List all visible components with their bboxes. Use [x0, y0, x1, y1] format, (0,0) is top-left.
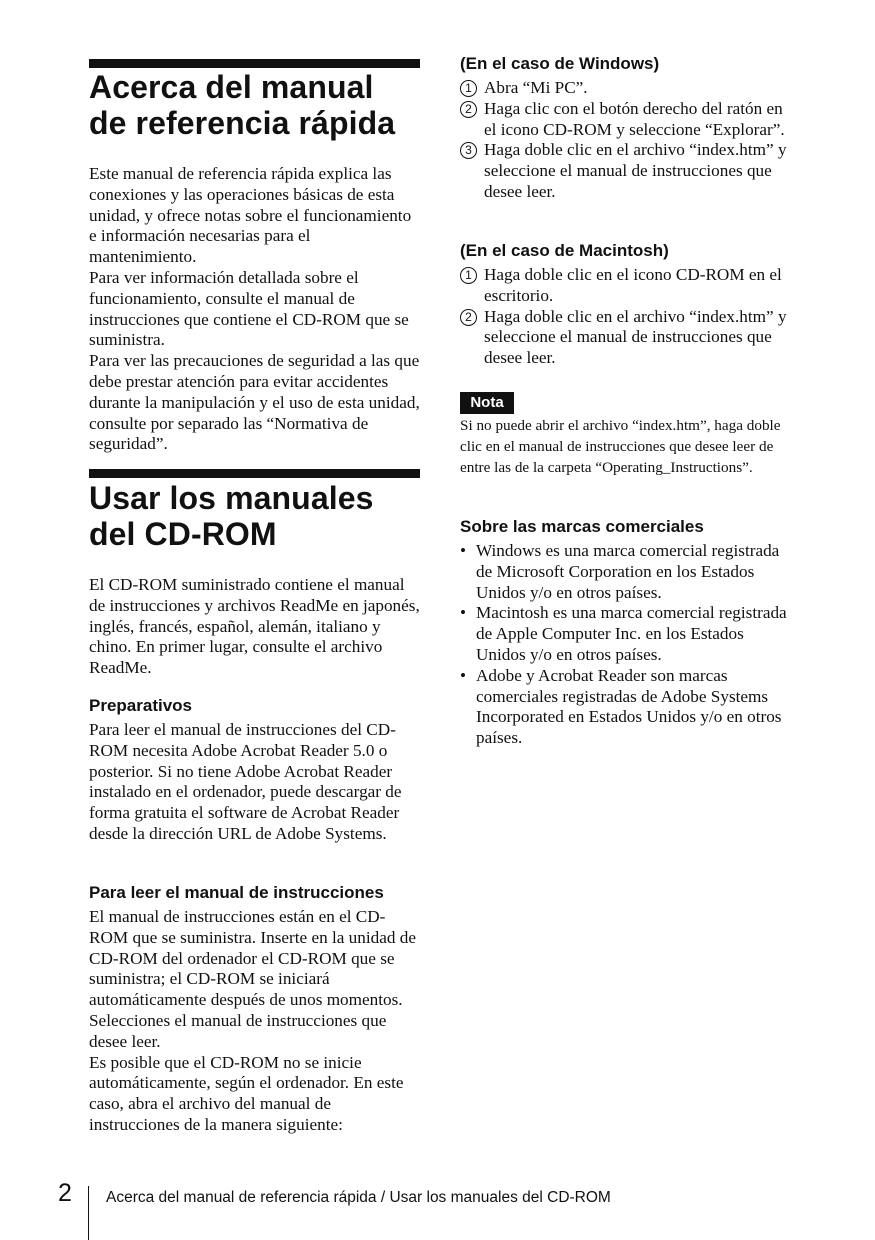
step-item — [460, 307, 795, 369]
paragraph: Para leer el manual de instrucciones del CD-ROM necesita Adobe Acrobat Reader 5.0 o posterior. Si no tiene Adobe Acrobat Reader instalado en el ordenador, puede descargar de forma gratuita el software de Acrobat Reader desde la dirección URL de Adobe Systems. — [89, 720, 402, 843]
paragraph: Este manual de referencia rápida explica las conexiones y las operaciones básicas de esta unidad, y ofrece notas sobre el funcionamiento e información necesarias para el mantenimiento. — [89, 164, 412, 267]
paragraph: El CD-ROM suministrado contiene el manual de instrucciones y archivos ReadMe en japonés, inglés, francés, español, alemán, italiano y chino. En primer lugar, consulte el archivo ReadMe. — [89, 575, 420, 678]
step-item — [460, 265, 795, 307]
running-title: Acerca del manual de referencia rápida / Usar los manuales del CD-ROM — [106, 1189, 611, 1206]
step-number-circle: 1 — [460, 80, 477, 97]
cdrom-intro — [89, 575, 420, 679]
preparativos-body — [89, 720, 420, 845]
windows-steps — [460, 78, 795, 203]
list-item-text: Macintosh es una marca comercial registrada de Apple Computer Inc. en los Estados Unidos y/o en otros países. — [476, 603, 787, 664]
section-title-line: de referencia rápida — [89, 105, 396, 141]
about-body — [89, 164, 420, 455]
step-text: Haga doble clic en el archivo “index.htm” y seleccione el manual de instrucciones que desee leer. — [484, 306, 787, 368]
list-item — [460, 603, 795, 665]
step-item — [460, 78, 795, 99]
heading-windows: (En el caso de Windows) — [460, 54, 660, 73]
trademarks-list — [460, 541, 795, 749]
paragraph: Es posible que el CD-ROM no se inicie automáticamente, según el ordenador. En este caso, abra el archivo del manual de instrucciones de la manera siguiente: — [89, 1052, 404, 1134]
section-title-about — [89, 69, 429, 141]
bullet-icon: • — [460, 541, 467, 560]
note-text: Si no puede abrir el archivo “index.htm”, haga doble clic en el manual de instrucciones que desee leer de entre las de la carpeta “Operating_Instructions”. — [460, 417, 781, 476]
page-number: 2 — [58, 1179, 72, 1207]
note-badge: Nota — [460, 392, 514, 414]
step-number-circle: 2 — [460, 309, 477, 326]
heading-trademarks: Sobre las marcas comerciales — [460, 517, 704, 536]
list-item-text: Adobe y Acrobat Reader son marcas comerciales registradas de Adobe Systems Incorporated en Estados Unidos y/o en otros países. — [476, 665, 782, 748]
bullet-icon: • — [460, 603, 467, 623]
step-number-circle: 1 — [460, 267, 477, 284]
section-title-line: del CD-ROM — [89, 516, 277, 552]
section-title-cdrom — [89, 480, 429, 552]
step-text: Haga clic con el botón derecho del ratón en el icono CD-ROM y seleccione “Explorar”. — [484, 98, 785, 139]
list-item — [460, 541, 795, 603]
section-divider-bar — [89, 59, 420, 68]
step-item — [460, 99, 795, 141]
paragraph: El manual de instrucciones están en el CD-ROM que se suministra. Inserte en la unidad de CD-ROM del ordenador el CD-ROM que se suministra; el CD-ROM se iniciará automáticamente después de unos momentos. Selecciones el manual de instrucciones que desee leer. — [89, 907, 416, 1051]
step-text: Haga doble clic en el icono CD-ROM en el escritorio. — [484, 265, 782, 305]
mac-steps — [460, 265, 795, 369]
bullet-icon: • — [460, 665, 467, 685]
paragraph: Para ver las precauciones de seguridad a las que debe prestar atención para evitar accidentes durante la manipulación y el uso de esta unidad, consulte por separado las “Normativa de seguridad”. — [89, 351, 420, 454]
list-item-text: Windows es una marca comercial registrada de Microsoft Corporation en los Estados Unidos y/o en otros países. — [476, 541, 780, 602]
paragraph: Para ver información detallada sobre el funcionamiento, consulte el manual de instrucciones que contiene el CD-ROM que se suministra. — [89, 267, 409, 350]
section-title-line: Acerca del manual — [89, 69, 374, 105]
section-title-line: Usar los manuales — [89, 480, 374, 516]
step-item — [460, 140, 795, 202]
footer-divider — [88, 1186, 89, 1240]
step-text: Haga doble clic en el archivo “index.htm” y seleccione el manual de instrucciones que desee leer. — [484, 140, 787, 201]
step-number-circle: 3 — [460, 142, 477, 159]
heading-macintosh: (En el caso de Macintosh) — [460, 241, 669, 260]
step-number-circle: 2 — [460, 101, 477, 118]
heading-read-manual: Para leer el manual de instrucciones — [89, 883, 384, 902]
read-manual-body — [89, 907, 420, 1136]
step-text: Abra “Mi PC”. — [484, 78, 588, 97]
section-divider-bar — [89, 469, 420, 478]
heading-preparativos: Preparativos — [89, 696, 192, 715]
list-item — [460, 666, 795, 749]
